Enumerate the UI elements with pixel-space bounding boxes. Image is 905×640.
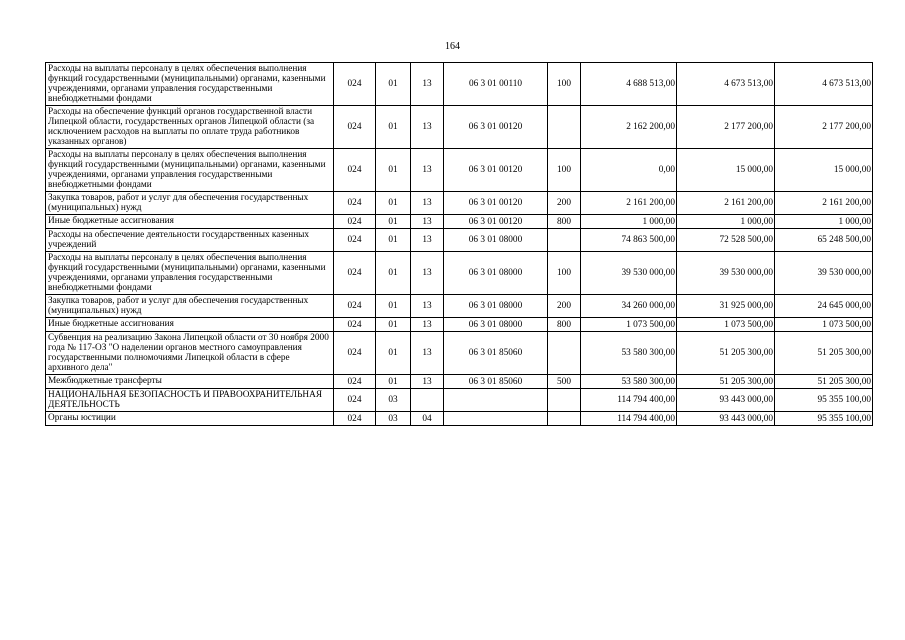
- table-row: [46, 149, 873, 192]
- row-rz: 01: [376, 63, 411, 106]
- row-pr: 13: [411, 192, 444, 215]
- row-rz: 03: [376, 389, 411, 412]
- row-sum-3: 2 161 200,00: [775, 192, 873, 215]
- row-pr: 13: [411, 229, 444, 252]
- row-pr: 13: [411, 215, 444, 229]
- row-rz: 01: [376, 215, 411, 229]
- row-sum-1: 39 530 000,00: [581, 252, 677, 295]
- row-name: Закупка товаров, работ и услуг для обеспечения государственных (муниципальных) нужд: [46, 295, 334, 318]
- row-rz: 01: [376, 149, 411, 192]
- row-csr: 06 3 01 00120: [444, 149, 548, 192]
- row-vr: 800: [548, 318, 581, 332]
- row-sum-2: 93 443 000,00: [677, 412, 775, 426]
- row-rz: 01: [376, 106, 411, 149]
- row-vr: [548, 412, 581, 426]
- row-vr: [548, 106, 581, 149]
- row-name: Субвенция на реализацию Закона Липецкой области от 30 ноября 2000 года № 117-ОЗ "О наделении органов местного самоуправления государственными полномочиями Липецкой области в сфере архивного дела": [46, 332, 334, 375]
- row-rz: 03: [376, 412, 411, 426]
- row-csr: 06 3 01 00120: [444, 192, 548, 215]
- row-ved: 024: [334, 192, 376, 215]
- row-sum-2: 1 000,00: [677, 215, 775, 229]
- row-csr: [444, 389, 548, 412]
- row-rz: 01: [376, 192, 411, 215]
- table-row: [46, 375, 873, 389]
- row-sum-1: 114 794 400,00: [581, 412, 677, 426]
- row-sum-1: 114 794 400,00: [581, 389, 677, 412]
- row-pr: 13: [411, 252, 444, 295]
- row-csr: 06 3 01 85060: [444, 332, 548, 375]
- row-sum-1: 53 580 300,00: [581, 332, 677, 375]
- table-row: [46, 389, 873, 412]
- row-ved: 024: [334, 106, 376, 149]
- row-sum-3: 95 355 100,00: [775, 389, 873, 412]
- row-pr: 13: [411, 332, 444, 375]
- row-ved: 024: [334, 412, 376, 426]
- row-vr: 100: [548, 252, 581, 295]
- row-rz: 01: [376, 375, 411, 389]
- row-name: Межбюджетные трансферты: [46, 375, 334, 389]
- row-rz: 01: [376, 295, 411, 318]
- row-rz: 01: [376, 252, 411, 295]
- row-sum-1: 0,00: [581, 149, 677, 192]
- row-name: Расходы на обеспечение деятельности государственных казенных учреждений: [46, 229, 334, 252]
- row-pr: 13: [411, 295, 444, 318]
- row-sum-3: 2 177 200,00: [775, 106, 873, 149]
- table-row: [46, 63, 873, 106]
- row-csr: 06 3 01 08000: [444, 252, 548, 295]
- row-sum-2: 72 528 500,00: [677, 229, 775, 252]
- row-ved: 024: [334, 63, 376, 106]
- table-row: [46, 252, 873, 295]
- row-sum-1: 1 000,00: [581, 215, 677, 229]
- table-row: [46, 295, 873, 318]
- row-csr: 06 3 01 08000: [444, 229, 548, 252]
- row-rz: 01: [376, 332, 411, 375]
- row-sum-1: 74 863 500,00: [581, 229, 677, 252]
- table-row: [46, 215, 873, 229]
- row-rz: 01: [376, 318, 411, 332]
- row-sum-2: 31 925 000,00: [677, 295, 775, 318]
- row-pr: 13: [411, 149, 444, 192]
- row-sum-2: 93 443 000,00: [677, 389, 775, 412]
- row-csr: 06 3 01 00110: [444, 63, 548, 106]
- row-sum-1: 2 162 200,00: [581, 106, 677, 149]
- row-ved: 024: [334, 149, 376, 192]
- row-ved: 024: [334, 215, 376, 229]
- row-sum-3: 39 530 000,00: [775, 252, 873, 295]
- row-name: Расходы на выплаты персоналу в целях обеспечения выполнения функций государственными (муниципальными) органами, казенными учреждениями, органами управления государственными внебюджетными фондами: [46, 252, 334, 295]
- row-vr: 100: [548, 149, 581, 192]
- row-ved: 024: [334, 229, 376, 252]
- table-row: [46, 192, 873, 215]
- row-csr: 06 3 01 85060: [444, 375, 548, 389]
- row-pr: 13: [411, 375, 444, 389]
- row-ved: 024: [334, 295, 376, 318]
- row-vr: 800: [548, 215, 581, 229]
- row-pr: [411, 389, 444, 412]
- row-sum-2: 51 205 300,00: [677, 332, 775, 375]
- table-row: [46, 332, 873, 375]
- row-vr: 200: [548, 295, 581, 318]
- row-ved: 024: [334, 389, 376, 412]
- row-vr: [548, 332, 581, 375]
- row-ved: 024: [334, 332, 376, 375]
- row-ved: 024: [334, 252, 376, 295]
- row-name: Иные бюджетные ассигнования: [46, 215, 334, 229]
- row-name: Расходы на выплаты персоналу в целях обеспечения выполнения функций государственными (муниципальными) органами, казенными учреждениями, органами управления государственными внебюджетными фондами: [46, 63, 334, 106]
- row-sum-1: 34 260 000,00: [581, 295, 677, 318]
- row-sum-2: 2 161 200,00: [677, 192, 775, 215]
- row-sum-1: 2 161 200,00: [581, 192, 677, 215]
- row-csr: [444, 412, 548, 426]
- row-csr: 06 3 01 08000: [444, 295, 548, 318]
- row-name: НАЦИОНАЛЬНАЯ БЕЗОПАСНОСТЬ И ПРАВООХРАНИТЕЛЬНАЯ ДЕЯТЕЛЬНОСТЬ: [46, 389, 334, 412]
- row-sum-3: 24 645 000,00: [775, 295, 873, 318]
- row-pr: 13: [411, 106, 444, 149]
- row-sum-3: 1 000,00: [775, 215, 873, 229]
- row-pr: 04: [411, 412, 444, 426]
- row-sum-3: 51 205 300,00: [775, 375, 873, 389]
- row-sum-2: 4 673 513,00: [677, 63, 775, 106]
- row-vr: 100: [548, 63, 581, 106]
- row-sum-1: 4 688 513,00: [581, 63, 677, 106]
- row-name: Органы юстиции: [46, 412, 334, 426]
- page-number: 164: [445, 41, 460, 52]
- row-vr: 200: [548, 192, 581, 215]
- row-sum-3: 65 248 500,00: [775, 229, 873, 252]
- table-row: [46, 106, 873, 149]
- table-row: [46, 318, 873, 332]
- row-name: Закупка товаров, работ и услуг для обеспечения государственных (муниципальных) нужд: [46, 192, 334, 215]
- row-sum-3: 15 000,00: [775, 149, 873, 192]
- row-sum-3: 1 073 500,00: [775, 318, 873, 332]
- row-vr: [548, 229, 581, 252]
- row-rz: 01: [376, 229, 411, 252]
- row-sum-3: 95 355 100,00: [775, 412, 873, 426]
- row-sum-2: 2 177 200,00: [677, 106, 775, 149]
- row-sum-2: 1 073 500,00: [677, 318, 775, 332]
- row-sum-3: 4 673 513,00: [775, 63, 873, 106]
- row-name: Расходы на выплаты персоналу в целях обеспечения выполнения функций государственными (муниципальными) органами, казенными учреждениями, органами управления государственными внебюджетными фондами: [46, 149, 334, 192]
- row-csr: 06 3 01 00120: [444, 106, 548, 149]
- row-sum-2: 51 205 300,00: [677, 375, 775, 389]
- row-sum-1: 1 073 500,00: [581, 318, 677, 332]
- row-sum-2: 15 000,00: [677, 149, 775, 192]
- budget-table: [45, 62, 873, 426]
- row-name: Расходы на обеспечение функций органов государственной власти Липецкой области, государственных органов Липецкой области (за исключением расходов на выплаты по оплате труда работников указанных органов): [46, 106, 334, 149]
- table-row: [46, 229, 873, 252]
- row-csr: 06 3 01 00120: [444, 215, 548, 229]
- table-row: [46, 412, 873, 426]
- row-ved: 024: [334, 318, 376, 332]
- row-csr: 06 3 01 08000: [444, 318, 548, 332]
- row-pr: 13: [411, 318, 444, 332]
- row-sum-1: 53 580 300,00: [581, 375, 677, 389]
- row-sum-2: 39 530 000,00: [677, 252, 775, 295]
- row-vr: [548, 389, 581, 412]
- row-name: Иные бюджетные ассигнования: [46, 318, 334, 332]
- row-vr: 500: [548, 375, 581, 389]
- row-ved: 024: [334, 375, 376, 389]
- row-sum-3: 51 205 300,00: [775, 332, 873, 375]
- row-pr: 13: [411, 63, 444, 106]
